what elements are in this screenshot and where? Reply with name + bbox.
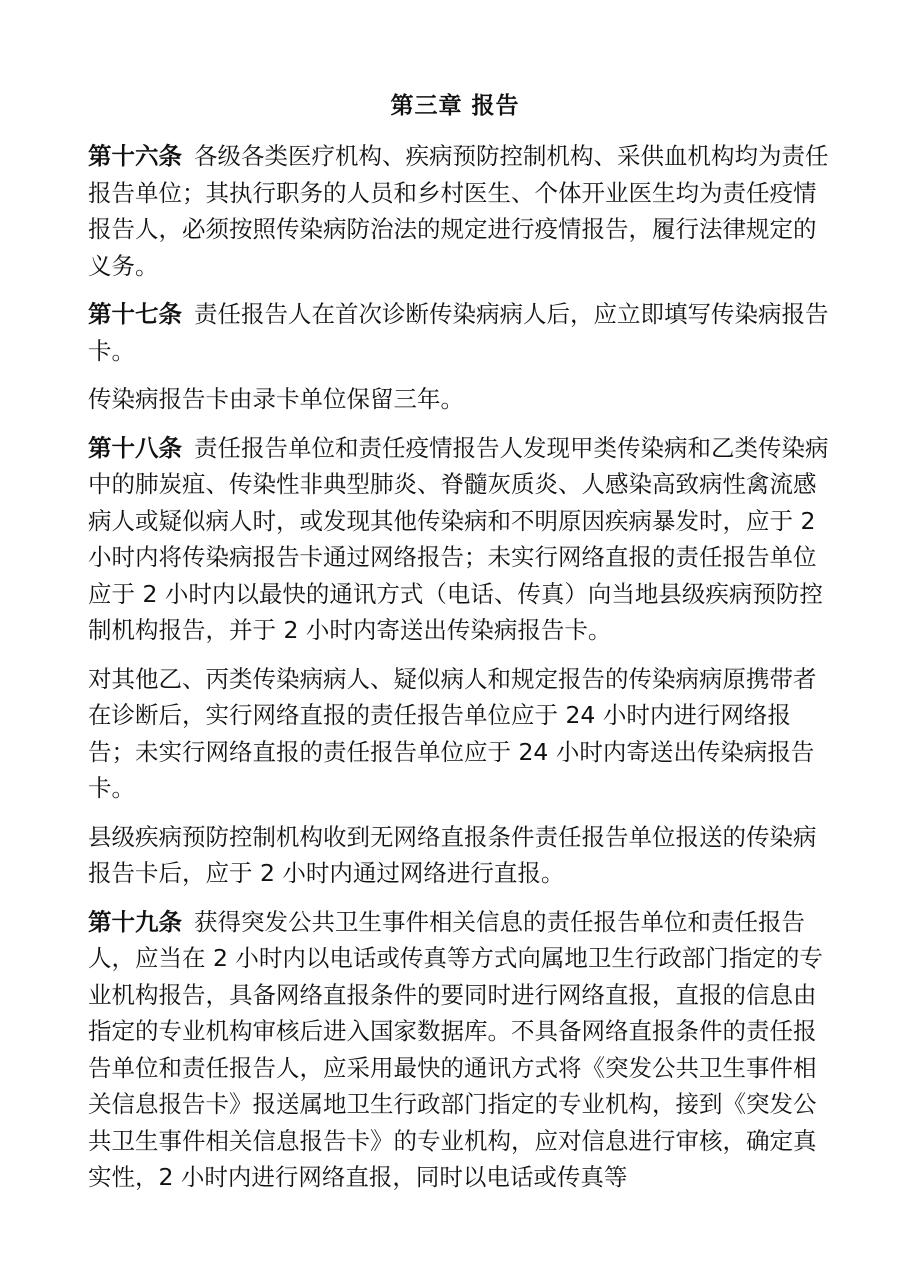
paragraph-text: 责任报告人在首次诊断传染病病人后，应立即填写传染病报告卡。	[88, 300, 829, 365]
article-number: 第十七条	[88, 300, 182, 328]
card-retention-paragraph	[88, 381, 836, 418]
paragraph-text: 传染病报告卡由录卡单位保留三年。	[88, 385, 464, 413]
article-16-paragraph	[88, 138, 836, 284]
paragraph-text: 各级各类医疗机构、疾病预防控制机构、采供血机构均为责任报告单位；其执行职务的人员和乡村医生、个体开业医生均为责任疫情报告人，必须按照传染病防治法的规定进行疫情报告，履行法律规定的义务。	[88, 142, 829, 280]
paragraph-text: 对其他乙、丙类传染病病人、疑似病人和规定报告的传染病病原携带者在诊断后，实行网络直报的责任报告单位应于 24 小时内进行网络报告；未实行网络直报的责任报告单位应于 24 小时内寄送出传染病报告卡。	[88, 664, 817, 802]
article-19-paragraph	[88, 904, 836, 1196]
chapter-title: 第三章 报告	[390, 93, 520, 119]
paragraph-text: 县级疾病预防控制机构收到无网络直报条件责任报告单位报送的传染病报告卡后，应于 2 小时内通过网络进行直报。	[88, 822, 817, 887]
article-18-paragraph	[88, 430, 836, 649]
paragraph-text: 获得突发公共卫生事件相关信息的责任报告单位和责任报告人，应当在 2 小时内以电话或传真等方式向属地卫生行政部门指定的专业机构报告，具备网络直报条件的要同时进行网络直报，直报的信息由指定的专业机构审核后进入国家数据库。不具备网络直报条件的责任报告单位和责任报告人，应采用最快的通讯方式将《突发公共卫生事件相关信息报告卡》报送属地卫生行政部门指定的专业机构，接到《突发公共卫生事件相关信息报告卡》的专业机构，应对信息进行审核，确定真实性，2 小时内进行网络直报，同时以电话或传真等	[88, 907, 823, 1191]
other-diseases-paragraph	[88, 661, 836, 807]
article-number: 第十六条	[88, 142, 182, 170]
paragraph-text: 责任报告单位和责任疫情报告人发现甲类传染病和乙类传染病中的肺炭疽、传染性非典型肺炎、脊髓灰质炎、人感染高致病性禽流感病人或疑似病人时，或发现其他传染病和不明原因疾病暴发时，应于 2 小时内将传染病报告卡通过网络报告；未实行网络直报的责任报告单位应于 2 小时内以最快的通讯方式（电话、传真）向当地县级疾病预防控制机构报告，并于 2 小时内寄送出传染病报告卡。	[88, 433, 829, 644]
county-cdc-paragraph	[88, 819, 836, 892]
article-number: 第十八条	[88, 433, 182, 462]
article-number: 第十九条	[88, 907, 182, 936]
document-body	[88, 138, 836, 1208]
article-17-paragraph	[88, 296, 836, 369]
